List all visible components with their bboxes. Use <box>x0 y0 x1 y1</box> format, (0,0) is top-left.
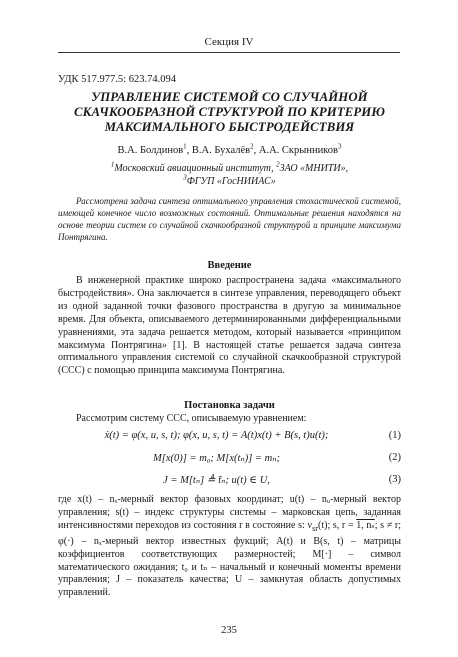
affiliation-text: ЗАО «МНИТИ», <box>279 163 349 174</box>
equation-2 <box>58 452 401 470</box>
affiliations <box>58 162 401 188</box>
affil-marker: 1 <box>110 160 115 169</box>
author-name: В.А. Бухалёв <box>191 145 251 156</box>
author-affil-marker: 1 <box>183 142 187 151</box>
author-name: В.А. Болдинов <box>117 145 184 156</box>
author-list <box>58 142 401 156</box>
affiliation-line <box>58 175 401 188</box>
notation-paragraph <box>58 494 401 600</box>
equation-1 <box>58 430 401 448</box>
introduction-paragraph: В инженерной практике широко распространена задача «максимального быстродействия». Она заключается в синтезе управления, переводящего объект из одной заданной точки фазового пространства в другую за минимальное время. Для объекта, описываемого детерминированными дифференциальными уравнениями, эта задача решается методом, который называется «принципом максимума Понтрягина» [1]. В настоящей статье решается задача синтеза оптимального управления системой со случайной скачкообразной структурой (ССС) с помощью принципа максимума Понтрягина. <box>58 275 401 377</box>
section-heading-problem: Постановка задачи <box>184 400 275 411</box>
problem-lead-paragraph: Рассмотрим систему ССС, описываемую уравнением: <box>76 413 307 424</box>
affiliation-text: Московский авиационный институт, <box>114 163 277 174</box>
running-header: Секция IV <box>204 36 254 48</box>
author-separator: , <box>186 145 192 156</box>
notation-overline-range: 1, nₛ <box>356 519 375 531</box>
affiliation-line <box>58 162 401 175</box>
header-divider <box>58 52 400 53</box>
notation-text: (t); s, r = <box>318 519 357 531</box>
equation-3 <box>58 474 401 492</box>
author-name: А.А. Скрынников <box>258 145 338 156</box>
notation-text: где x(t) – nₓ-мерный вектор фазовых координат; u(t) – nᵤ-мерный вектор управления; s(t) – индекс структуры системы – марковская цепь, заданная интенсивностями переходов из состояния r в состояние s: ν <box>58 494 401 531</box>
abstract: Рассмотрена задача синтеза оптимального управления стохастической системой, имеющей конечное число возможных состояний. Оптимальные решения находятся на основе теории систем со случайной скачкообразной структурой и принципе максимума Понтрягина. <box>58 196 401 242</box>
notation-subscript: sr <box>311 523 318 533</box>
equation-expression: M[x(0)] = m₀; M[x(tₙ)] = mₙ; <box>153 453 280 464</box>
page-number: 235 <box>221 625 237 636</box>
equation-number: (1) <box>388 430 401 441</box>
section-heading-introduction: Введение <box>207 260 252 271</box>
title-line: СКАЧКООБРАЗНОЙ СТРУКТУРОЙ ПО КРИТЕРИЮ <box>74 105 385 119</box>
author-separator: , <box>253 145 259 156</box>
paper-title <box>58 90 401 135</box>
author-affil-marker: 2 <box>250 142 254 151</box>
affil-marker: 3 <box>183 173 187 182</box>
equation-expression: ẋ(t) = φ(x, u, s, t); φ(x, u, s, t) = A(t)x(t) + B(s, t)u(t); <box>104 430 329 441</box>
equation-number: (3) <box>388 474 401 485</box>
title-line: МАКСИМАЛЬНОГО БЫСТРОДЕЙСТВИЯ <box>104 120 355 134</box>
udc-code: УДК 517.977.5: 623.74.094 <box>58 74 176 85</box>
equation-expression: J = M[tₙ] ≜ t̄ₙ; u(t) ∈ U, <box>163 475 270 486</box>
author-affil-marker: 3 <box>337 142 342 151</box>
title-line: УПРАВЛЕНИЕ СИСТЕМОЙ СО СЛУЧАЙНОЙ <box>91 90 368 104</box>
affil-marker: 2 <box>276 160 280 169</box>
equation-number: (2) <box>388 452 401 463</box>
notation-text: ; s ≠ r; φ(·) – nₓ-мерный вектор известных фукций; A(t) и B(s, t) – матрицы коэффициентов соответствующих размерностей; M[·] – символ математического ожидания; t₀ и tₙ – начальный и конечный моменты времени управления; J – показатель качества; U – замкнутая область допустимых управлений. <box>58 519 401 599</box>
affiliation-text: ФГУП «ГосНИИАС» <box>186 176 276 187</box>
